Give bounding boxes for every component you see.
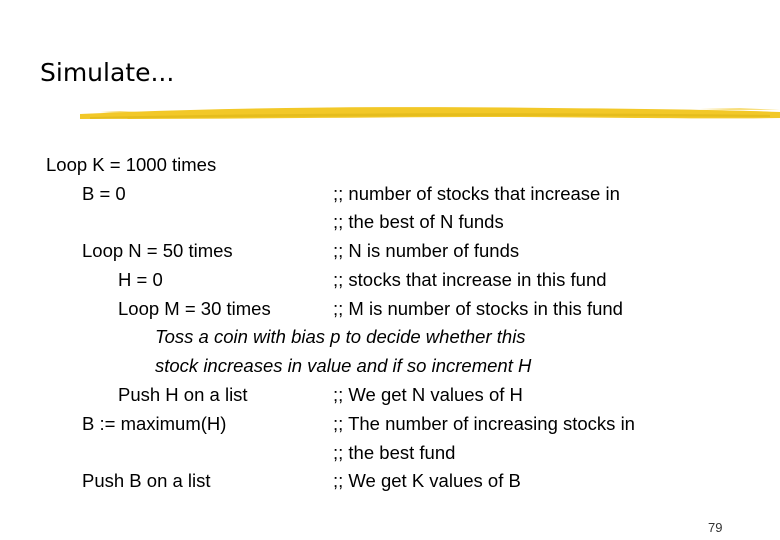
code-line-push-b: Push B on a list	[82, 470, 211, 491]
comment-b-init: ;; number of stocks that increase in	[333, 183, 620, 204]
comment-loop-m: ;; M is number of stocks in this fund	[333, 298, 623, 319]
code-line-h-init: H = 0	[118, 269, 163, 290]
comment-push-h: ;; We get N values of H	[333, 384, 523, 405]
code-line-b-max: B := maximum(H)	[82, 413, 227, 434]
title-underline-brush	[80, 98, 780, 128]
code-line-loop-m: Loop M = 30 times	[118, 298, 271, 319]
comment-best-of-n: ;; the best of N funds	[333, 211, 504, 232]
comment-b-max: ;; The number of increasing stocks in	[333, 413, 635, 434]
code-line-push-h: Push H on a list	[118, 384, 248, 405]
comment-loop-n: ;; N is number of funds	[333, 240, 520, 261]
page-number: 79	[708, 520, 723, 535]
comment-best-fund: ;; the best fund	[333, 442, 456, 463]
comment-h-init: ;; stocks that increase in this fund	[333, 269, 607, 290]
slide-title: Simulate...	[40, 58, 175, 87]
code-line-toss-coin: Toss a coin with bias p to decide whether this	[155, 326, 526, 347]
code-line-loop-n: Loop N = 50 times	[82, 240, 233, 261]
code-line-loop-k: Loop K = 1000 times	[46, 154, 217, 175]
comment-push-b: ;; We get K values of B	[333, 470, 521, 491]
code-line-increment-h: stock increases in value and if so increment H	[155, 355, 532, 376]
code-line-b-init: B = 0	[82, 183, 126, 204]
